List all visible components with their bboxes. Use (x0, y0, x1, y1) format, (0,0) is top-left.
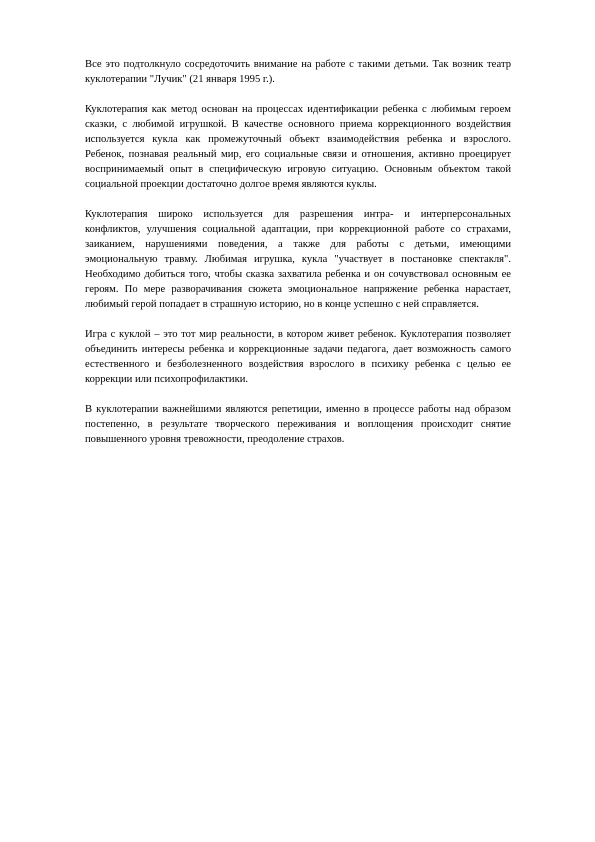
paragraph-method-basis: Куклотерапия как метод основан на процессах идентификации ребенка с любимым героем сказки, с любимой игрушкой. В качестве основного приема коррекционного воздействия используется кукла как промежуточный объект взаимодействия ребенка и взрослого. Ребенок, познавая реальный мир, его социальные связи и отношения, активно проецирует воспринимаемый опыт в специфическую игровую ситуацию. Основным объектом такой социальной проекции достаточно долгое время являются куклы. (85, 104, 511, 190)
paragraph-doll-play: Игра с куклой – это тот мир реальности, в котором живет ребенок. Куклотерапия позволяет объединить интересы ребенка и коррекционные задачи педагога, дает возможность самого естественного и безболезненного воздействия взрослого в психику ребенка с целью ее коррекции или психопрофилактики. (85, 329, 511, 385)
paragraph-theater-origin: Все это подтолкнуло сосредоточить внимание на работе с такими детьми. Так возник театр куклотерапии "Лучик" (21 января 1995 г.). (85, 59, 511, 85)
paragraph-rehearsals: В куклотерапии важнейшими являются репетиции, именно в процессе работы над образом постепенно, в результате творческого переживания и воплощения происходит снятие повышенного уровня тревожности, преодоление страхов. (85, 404, 511, 445)
paragraph-applications: Куклотерапия широко используется для разрешения интра- и интерперсональных конфликтов, улучшения социальной адаптации, при коррекционной работе со страхами, заиканием, нарушениями поведения, а также для работы с детьми, имеющими эмоциональную травму. Любимая игрушка, кукла "участвует в постановке спектакля". Необходимо добиться того, чтобы сказка захватила ребенка и он сочувствовал основным ее героям. По мере разворачивания сюжета эмоциональное напряжение ребенка нарастает, любимый герой попадает в страшную историю, но в конце успешно с ней справляется. (85, 209, 511, 310)
document-body (85, 57, 511, 447)
